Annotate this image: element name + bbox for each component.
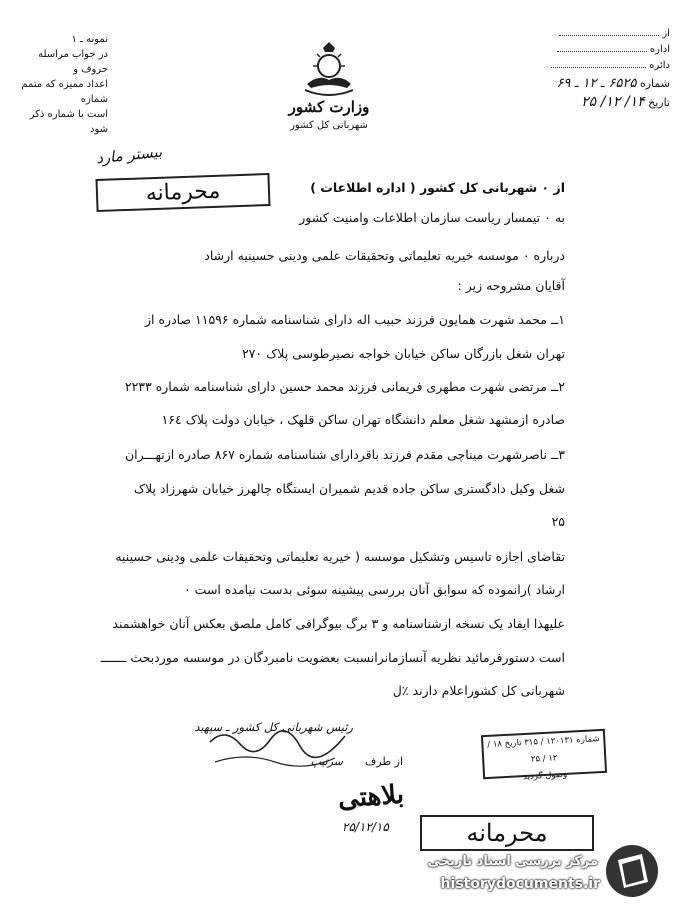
watermark-title: مرکز بررسی اسناد تاریخی <box>427 854 598 869</box>
request-line4: است دستورفرمائید نظریه آنسازمانرانسبت بعضویت نامبردگان در موسسه موردبحث ـــــــ <box>100 650 565 665</box>
left-note-line3: اعداد مميزه که متمم شماره <box>21 79 108 105</box>
person3-line2: شغل وکیل دادگستری ساکن جاده قدیم شمیران ایستگاه چالهرز خیابان شهرزاد پلاک <box>133 481 565 496</box>
left-note-line1: نمونه ـ ۱ <box>71 34 108 45</box>
department-line <box>557 51 647 52</box>
salutation-text: آقایان مشروحه زیر : <box>457 278 565 293</box>
request-line2: ارشاد )رانموده که سوابق آنان بررسی پیشینه سوئی بدست نیامده است ٠ <box>183 582 565 597</box>
to-line-text: به ٠ تیمسار ریاست سازمان اطلاعات وامنیت کشور <box>299 210 565 225</box>
watermark-logo-icon <box>604 842 660 900</box>
classification-stamp: محرمانه <box>95 173 270 212</box>
left-note-line2: در جواب مراسله حروف و <box>38 49 108 75</box>
person1-line2: تهران شغل بازرگان ساکن خیابان خواجه نصیرطوسی پلاک ۲۷۰ <box>241 346 565 361</box>
receipt-stamp-line2: وصول گردید <box>522 769 568 783</box>
bottom-signature: بلاهتی <box>337 779 405 815</box>
handwritten-note: بیستر مارد <box>95 142 163 168</box>
person1-line1: ۱ــ محمد شهرت همایون فرزند حبیب اله دارای شناسنامه شماره ۱۱۵۹۶ صادره از <box>145 312 565 327</box>
request-line5: شهربانی کل کشوراعلام دارند ٪ل <box>392 683 565 698</box>
office-subtitle: شهربانی کل کشور <box>290 120 368 131</box>
date-label: تاریخ <box>648 96 670 109</box>
person2-line1: ۲ــ مرتضی شهرت مطهری فریمانی فرزند محمد حسین دارای شناسنامه شماره ۲۲۳۳ <box>124 379 565 394</box>
person3-line1: ۳ــ ناصرشهرت میناچی مقدم فرزند باقردارای شناسنامه شماره ۸۶۷ صادره ازتهـــران <box>124 447 565 462</box>
receipt-stamp <box>481 729 607 783</box>
from-line <box>559 35 659 36</box>
left-note-line4: است با شماره ذکر شود <box>29 109 108 135</box>
office-label: دائره <box>649 60 670 71</box>
receipt-stamp-line1: شماره ۱۲۰۱۳۱ / ۳۱۵ تاریخ ۱۸ / ۱۲ / ۲۵ <box>487 734 600 765</box>
person2-line2: صادره ازمشهد شغل معلم دانشگاه تهران ساکن قلهک ، خیابان دولت پلاک ۱۶٤ <box>161 412 565 427</box>
signature-title: رئیس شهربانی کل کشور ـ سپهبد <box>194 720 353 734</box>
signature-rank: سرتیپ <box>310 755 343 768</box>
left-note <box>10 32 108 137</box>
from-line-text: از ٠ شهربانی کل کشور ( اداره اطلاعات ) <box>310 180 565 195</box>
watermark-url: historydocuments.ir <box>440 876 600 892</box>
bottom-classification-stamp: محرمانه <box>420 815 594 851</box>
bottom-date: ۲۵/۱۲/۱۵ <box>342 820 389 834</box>
number-label: شماره <box>639 77 670 90</box>
signature-scribble-icon <box>205 722 355 770</box>
request-line1: تقاضای اجازه تاسیس وتشکیل موسسه ( خیریه تعلیماتی وتحقیقات علمی ودینی حسینیه <box>115 549 565 564</box>
date-value: ۱۴/ ۱۲/ ۲۵ <box>581 94 645 110</box>
subject-line-text: درباره ٠ موسسه خیریه تعلیماتی وتحقیقات علمی ودینی حسینیه ارشاد <box>204 248 565 263</box>
signature-on-behalf: از طرف <box>364 755 403 768</box>
department-label: اداره <box>649 44 670 55</box>
office-line <box>551 67 646 68</box>
lion-and-sun-emblem-icon <box>297 40 361 98</box>
request-line3: علیهذا ایفاد یک نسخه ازشناسنامه و ۳ برگ بیوگرافی کامل ملصق بعکس آنان خواهشمند <box>112 616 565 631</box>
from-label: از <box>662 28 670 39</box>
ministry-title: وزارت کشور <box>288 98 370 116</box>
number-value: ۶۵۲۵ ـ ۱۲ ـ ۶۹ <box>556 76 637 91</box>
person3-line3: ۲۵ <box>551 514 565 529</box>
